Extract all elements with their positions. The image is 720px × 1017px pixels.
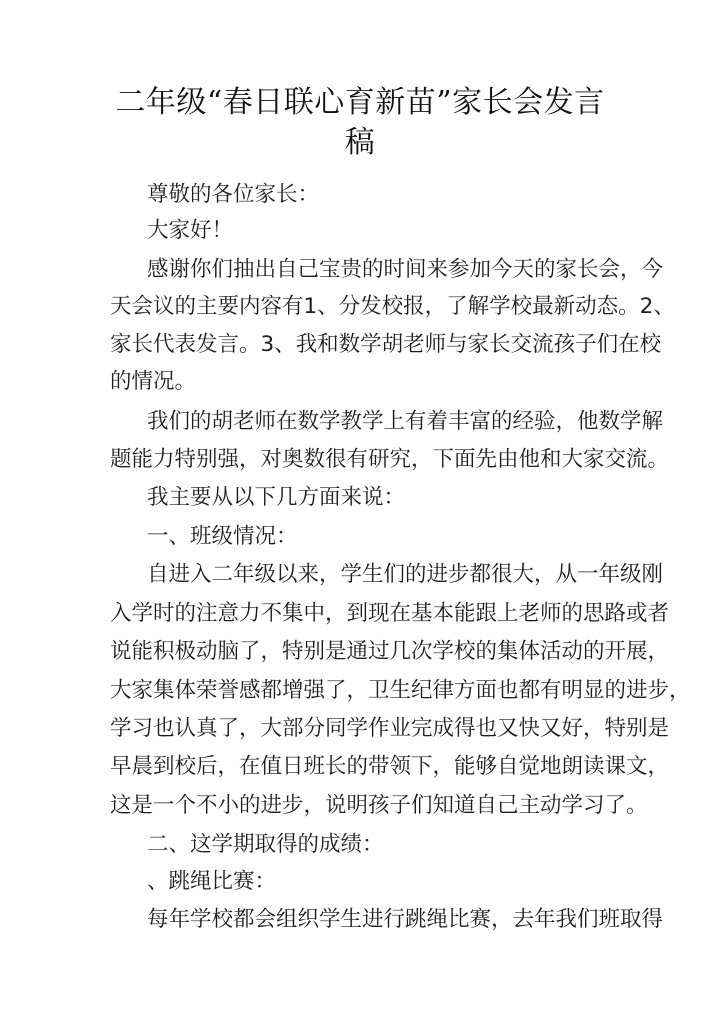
paragraph-line: 的情况。	[110, 369, 197, 394]
section-heading: 一、班级情况：	[147, 524, 298, 549]
paragraph-line: 学习也认真了，大部分同学作业完成得也又快又好，特别是	[110, 716, 670, 741]
paragraph-line: 感谢你们抽出自己宝贵的时间来参加今天的家长会，今	[147, 257, 664, 282]
paragraph-line: 我们的胡老师在数学教学上有着丰富的经验，他数学解	[147, 409, 664, 434]
paragraph-line: 入学时的注意力不集中，到现在基本能跟上老师的思路或者	[110, 601, 670, 626]
salutation: 尊敬的各位家长：	[147, 182, 320, 207]
paragraph-line: 我主要从以下几方面来说：	[147, 485, 406, 510]
paragraph-line: 早晨到校后，在值日班长的带领下，能够自觉地朗读课文，	[110, 754, 670, 779]
document-title-line-2: 稿	[344, 125, 376, 160]
section-heading: 二、这学期取得的成绩：	[147, 832, 384, 857]
paragraph-line: 题能力特别强，对奥数很有研究，下面先由他和大家交流。	[110, 447, 670, 472]
paragraph-line: 天会议的主要内容有1、分发校报，了解学校最新动态。2、	[110, 294, 675, 319]
paragraph-line: 这是一个不小的进步，说明孩子们知道自己主动学习了。	[110, 793, 648, 818]
subsection-heading: 、跳绳比赛：	[147, 869, 277, 894]
paragraph-line: 大家集体荣誉感都增强了，卫生纪律方面也都有明显的进步，	[110, 678, 691, 703]
paragraph-line: 说能积极动脑了，特别是通过几次学校的集体活动的开展，	[110, 639, 670, 664]
paragraph-line: 自进入二年级以来，学生们的进步都很大，从一年级刚	[147, 562, 664, 587]
document-title-line-1: 二年级“春日联心育新苗”家长会发言	[115, 85, 605, 120]
paragraph-line: 每年学校都会组织学生进行跳绳比赛，去年我们班取得	[147, 907, 664, 932]
greeting: 大家好！	[147, 218, 234, 243]
paragraph-line: 家长代表发言。3、我和数学胡老师与家长交流孩子们在校	[110, 332, 662, 357]
